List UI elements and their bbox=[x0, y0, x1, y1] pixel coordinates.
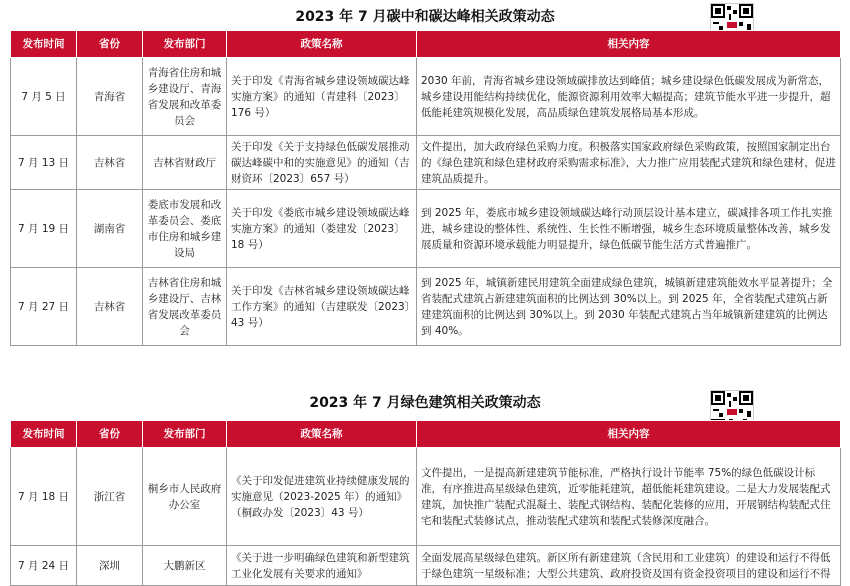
cell-province: 湖南省 bbox=[77, 190, 143, 268]
cell-date: 7 月 19 日 bbox=[11, 190, 77, 268]
col-header-policy: 政策名称 bbox=[227, 421, 417, 448]
cell-province: 深圳 bbox=[77, 546, 143, 586]
cell-content: 文件提出，一是提高新建建筑节能标准，严格执行设计节能率 75%的绿色低碳设计标准，有序推进高星级绿色建筑，近零能耗建筑，超低能耗建筑建设。二是大力发展装配式建筑，加快推广装配式混凝土、装配式钢结构、装配化装修的应用，开展钢结构装配式住宅和装配式装修试点，推动装配式建筑和装配式装修深度融合。 bbox=[417, 448, 841, 546]
col-header-dept: 发布部门 bbox=[143, 421, 227, 448]
cell-dept: 娄底市发展和改革委员会、娄底市住房和城乡建设局 bbox=[143, 190, 227, 268]
table-row bbox=[11, 268, 841, 346]
cell-date: 7 月 13 日 bbox=[11, 136, 77, 190]
cell-dept: 大鹏新区 bbox=[143, 546, 227, 586]
col-header-province: 省份 bbox=[77, 421, 143, 448]
col-header-province: 省份 bbox=[77, 31, 143, 58]
cell-dept: 青海省住房和城乡建设厅、青海省发展和改革委员会 bbox=[143, 58, 227, 136]
col-header-content: 相关内容 bbox=[417, 421, 841, 448]
carbon-policy-table bbox=[10, 30, 841, 346]
cell-content: 到 2025 年，娄底市城乡建设领域碳达峰行动顶层设计基本建立，碳减排各项工作扎实推进，城乡建设的整体性、系统性、生长性不断增强，城乡生态环境质量整体改善，城乡发展质量和资源环境承载能力明显提升，绿色低碳节能生活方式普遍推广。 bbox=[417, 190, 841, 268]
cell-date: 7 月 5 日 bbox=[11, 58, 77, 136]
cell-date: 7 月 24 日 bbox=[11, 546, 77, 586]
cell-content: 2030 年前，青海省城乡建设领域碳排放达到峰值；城乡建设绿色低碳发展成为新常态，城乡建设用能结构持续优化，能源资源利用效率大幅提高；建筑节能水平进一步提升，超低能耗建筑规模化发展，高品质绿色建筑发展格局基本形成。 bbox=[417, 58, 841, 136]
table-row bbox=[11, 58, 841, 136]
cell-policy: 关于印发《吉林省城乡建设领域碳达峰工作方案》的通知（吉建联发〔2023〕43 号） bbox=[227, 268, 417, 346]
cell-content: 全面发展高星级绿色建筑。新区所有新建建筑（含民用和工业建筑）的建设和运行不得低于绿色建筑一星级标准；大型公共建筑、政府投资及国有资金投资项目的建设和运行不得 bbox=[417, 546, 841, 586]
section-green-building-policy bbox=[10, 388, 840, 580]
cell-policy: 关于印发《关于支持绿色低碳发展推动碳达峰碳中和的实施意见》的通知（吉财资环〔2023〕657 号） bbox=[227, 136, 417, 190]
section2-title: 2023 年 7 月绿色建筑相关政策动态 bbox=[309, 395, 541, 411]
cell-dept: 吉林省住房和城乡建设厅、吉林省发展改革委员会 bbox=[143, 268, 227, 346]
table-header-row bbox=[11, 31, 841, 58]
cell-policy: 《关于印发促进建筑业持续健康发展的实施意见（2023-2025 年）的通知》（桐政办发〔2023〕43 号） bbox=[227, 448, 417, 546]
cell-policy: 《关于进一步明确绿色建筑和新型建筑工业化发展有关要求的通知》 bbox=[227, 546, 417, 586]
cell-dept: 吉林省财政厅 bbox=[143, 136, 227, 190]
green-building-policy-table bbox=[10, 420, 841, 586]
col-header-date: 发布时间 bbox=[11, 421, 77, 448]
cell-dept: 桐乡市人民政府办公室 bbox=[143, 448, 227, 546]
cell-province: 青海省 bbox=[77, 58, 143, 136]
col-header-date: 发布时间 bbox=[11, 31, 77, 58]
col-header-dept: 发布部门 bbox=[143, 31, 227, 58]
cell-content: 文件提出，加大政府绿色采购力度。积极落实国家政府绿色采购政策，按照国家制定出台的《绿色建筑和绿色建材政府采购需求标准》，大力推广应用装配式建筑和绿色建材，促进建筑品质提升。 bbox=[417, 136, 841, 190]
cell-province: 吉林省 bbox=[77, 136, 143, 190]
section-carbon-policy bbox=[10, 0, 840, 370]
col-header-content: 相关内容 bbox=[417, 31, 841, 58]
table-header-row bbox=[11, 421, 841, 448]
table-row bbox=[11, 546, 841, 586]
table-row bbox=[11, 136, 841, 190]
cell-date: 7 月 27 日 bbox=[11, 268, 77, 346]
section1-title: 2023 年 7 月碳中和碳达峰相关政策动态 bbox=[295, 9, 555, 25]
cell-date: 7 月 18 日 bbox=[11, 448, 77, 546]
col-header-policy: 政策名称 bbox=[227, 31, 417, 58]
cell-policy: 关于印发《青海省城乡建设领域碳达峰实施方案》的通知（青建科〔2023〕176 号） bbox=[227, 58, 417, 136]
cell-province: 浙江省 bbox=[77, 448, 143, 546]
table-row bbox=[11, 190, 841, 268]
cell-policy: 关于印发《娄底市城乡建设领域碳达峰实施方案》的通知（娄建发〔2023〕18 号） bbox=[227, 190, 417, 268]
cell-content: 到 2025 年，城镇新建民用建筑全面建成绿色建筑，城镇新建建筑能效水平显著提升；全省装配式建筑占新建建筑面积的比例达到 30%以上。到 2025 年，全省装配式建筑占新建建筑面积的比例达到 30%以上。到 2030 年装配式建筑占当年城镇新建建筑的比例达到 40%。 bbox=[417, 268, 841, 346]
cell-province: 吉林省 bbox=[77, 268, 143, 346]
table-row bbox=[11, 448, 841, 546]
